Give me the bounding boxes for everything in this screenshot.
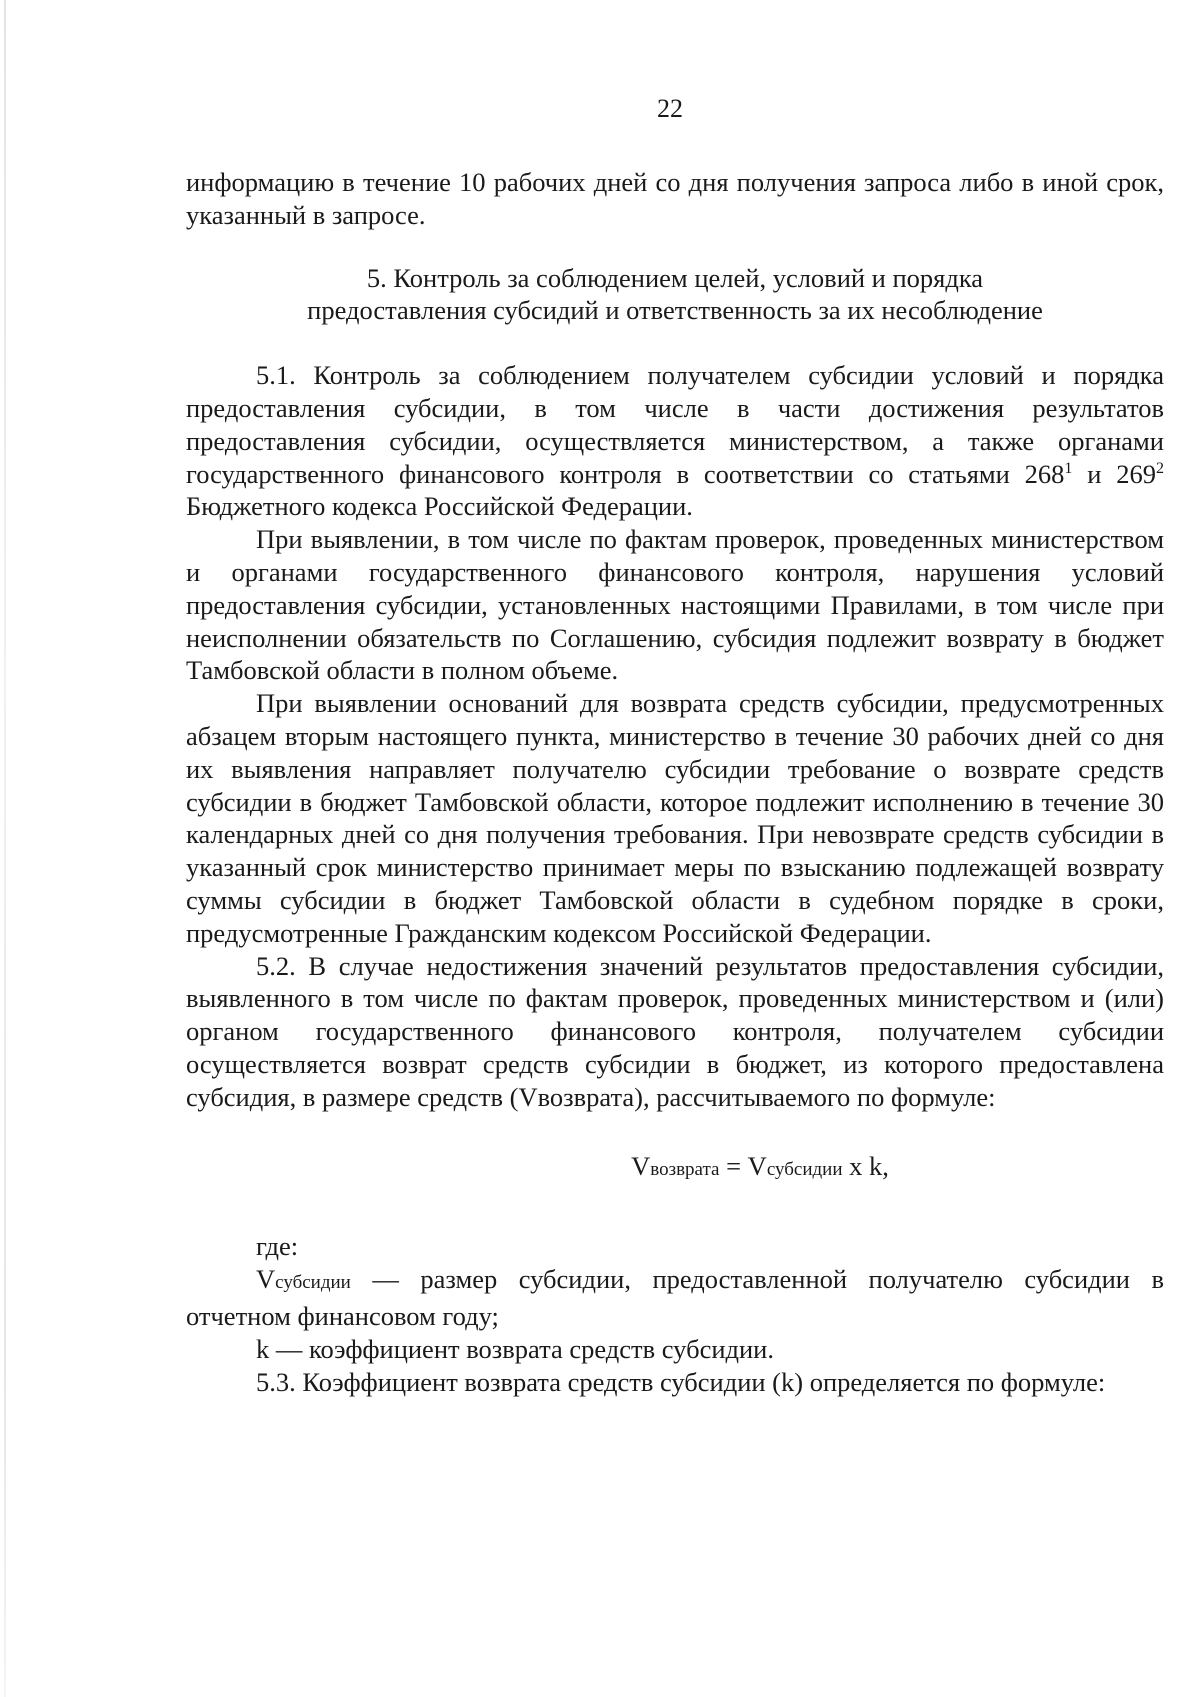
paragraph-5-1-text-b: и 269: [1072, 458, 1156, 489]
superscript-1: 1: [1064, 459, 1073, 477]
definition-v-text: — размер субсидии, предоставленной получателю субсидии в отчетном финансовом году;: [186, 1264, 1164, 1331]
definition-v: V: [256, 1264, 276, 1295]
definition-v-subsidy: [186, 1263, 1164, 1333]
paragraph-5-2: 5.2. В случае недостижения значений результатов предоставления субсидии, выявленного в том числе по фактам проверок, проведенных министерством и (или) органом государственного финансового контроля, получателем субсидии осуществляется возврат средств субсидии в бюджет, из которого предоставлена субсидия, в размере средств (Vвозврата), рассчитываемого по формуле:: [186, 950, 1164, 1112]
definition-v-subscript: субсидии: [275, 1272, 351, 1294]
section-heading: [186, 262, 1164, 328]
paragraph-5-3: 5.3. Коэффициент возврата средств субсидии (k) определяется по формуле:: [256, 1366, 1106, 1397]
section-heading-line-2: предоставления субсидий и ответственность за их несоблюдение: [307, 295, 1043, 326]
paragraph-5-1-second: При выявлении, в том числе по фактам проверок, проведенных министерством и органами государственного финансового контроля, нарушения условий предоставления субсидии, установленных настоящими Правилами, в том числе при неисполнении обязательств по Соглашению, субсидия подлежит возврату в бюджет Тамбовской области в полном объеме.: [186, 524, 1164, 686]
page-number: 22: [657, 94, 683, 123]
paragraph-5-1: [186, 359, 1164, 523]
formula-subscript-subsidy: субсидии: [766, 1158, 843, 1180]
where-label: где:: [256, 1231, 299, 1262]
return-formula: [186, 1150, 1164, 1187]
section-heading-line-1: 5. Контроль за соблюдением целей, условий и порядка: [366, 262, 984, 293]
formula-v-return: V: [631, 1150, 651, 1181]
superscript-2: 2: [1156, 459, 1164, 477]
paragraph-5-1-third: При выявлении оснований для возврата средств субсидии, предусмотренных абзацем вторым настоящего пункта, министерство в течение 30 рабочих дней со дня их выявления направляет получателю субсидии требование о возврате средств субсидии в бюджет Тамбовской области, которое подлежит исполнению в течение 30 календарных дней со дня получения требования. При невозврате средств субсидии в указанный срок министерство принимает меры по взысканию подлежащей возврату суммы субсидии в бюджет Тамбовской области в судебном порядке в сроки, предусмотренные Гражданским кодексом Российской Федерации.: [186, 688, 1164, 948]
formula-tail: x k,: [842, 1150, 889, 1181]
formula-equals-v: = V: [719, 1150, 767, 1181]
intro-paragraph: информацию в течение 10 рабочих дней со дня получения запроса либо в иной срок, указанный в запросе.: [186, 167, 1164, 230]
paragraph-5-1-text-c: Бюджетного кодекса Российской Федерации.: [186, 491, 693, 522]
document-body: [186, 166, 1164, 1398]
definition-k: k — коэффициент возврата средств субсидии.: [256, 1333, 774, 1364]
formula-subscript-return: возврата: [650, 1158, 720, 1180]
paragraph-5-1-text-a: 5.1. Контроль за соблюдением получателем субсидии условий и порядка предоставления субсидии, в том числе в части достижения результатов предоставления субсидии, осуществляется министерством, а также органами государственного финансового контроля в соответствии со статьями 268: [186, 360, 1164, 489]
scan-edge: [4, 0, 6, 1697]
